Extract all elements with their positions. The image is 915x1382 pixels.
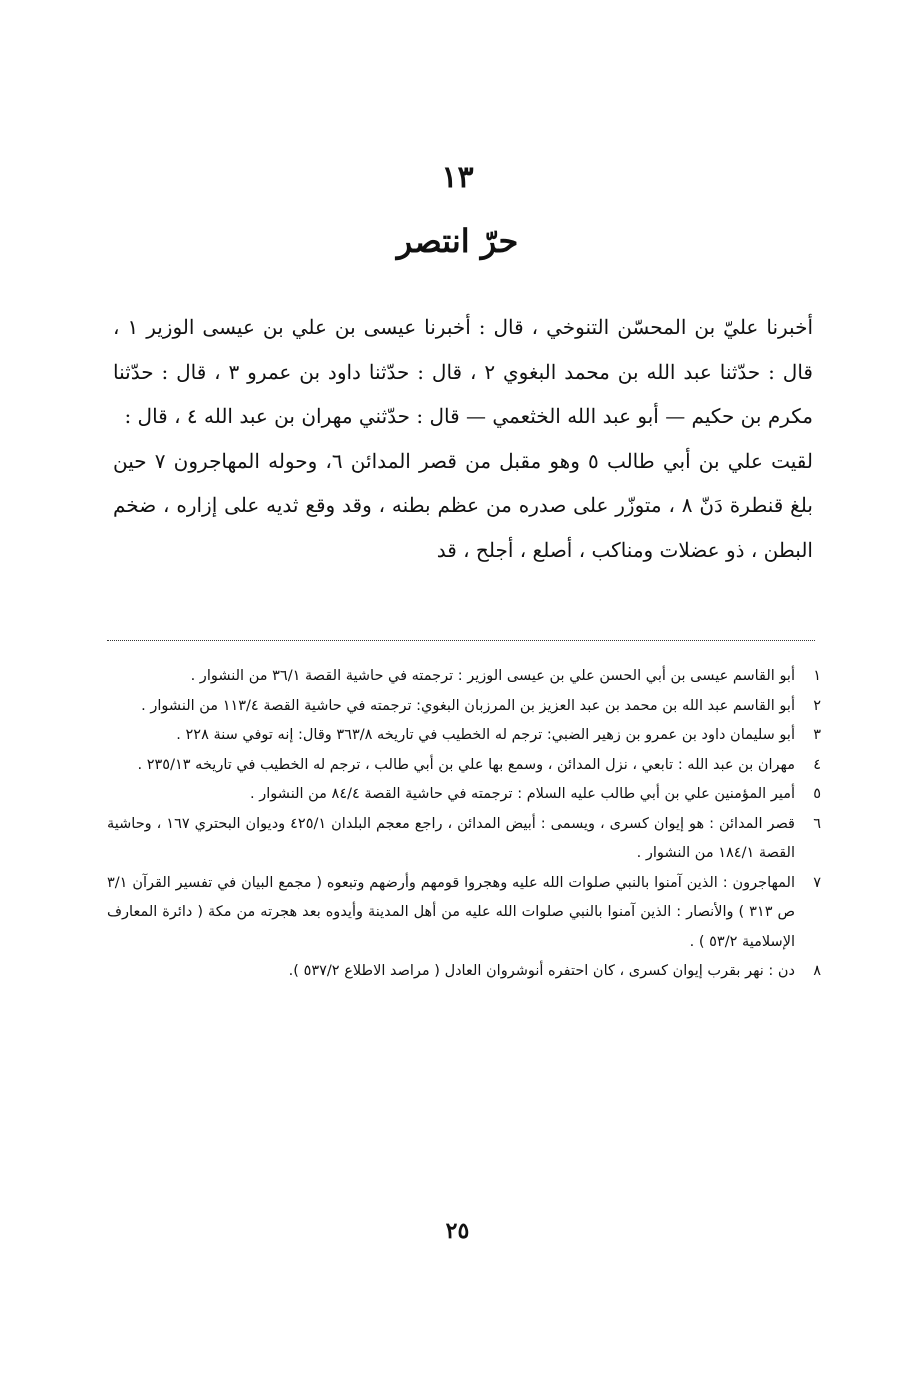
paragraph-1: أخبرنا عليّ بن المحسّن التنوخي ، قال : أخبرنا عيسى بن علي بن عيسى الوزير ١ ، قال : حدّثنا عبد الله بن محمد البغوي ٢ ، قال : حدّثنا داود بن عمرو ٣ ، قال : حدّثنا مكرم بن حكيم — أبو عبد الله الخثعمي — قال : حدّثني مهران بن عبد الله ٤ ، قال : xyxy=(113,315,814,428)
footnote-number: ٨ xyxy=(813,963,821,979)
footnote-number: ٢ xyxy=(813,697,821,714)
footnote-text: المهاجرون : الذين آمنوا بالنبي صلوات الله عليه وهجروا قومهم وأرضهم وتبعوه ( مجمع البيان في تفسير القرآن ٣/١ ص ٣١٣ ) والأنصار : الذين آمنوا بالنبي صلوات الله عليه من أهل المدينة وأيدوه بعد هجرته من مكة ( دائرة المعارف الإسلامية ٥٣/٢ ) . xyxy=(107,874,796,950)
page-number: ٢٥ xyxy=(445,1218,470,1244)
footnote-divider xyxy=(107,640,815,641)
footnote-number: ٧ xyxy=(813,874,821,891)
footnote-1 xyxy=(107,662,821,692)
footnote-text: أبو القاسم عبد الله بن محمد بن عبد العزيز بن المرزبان البغوي: ترجمته في حاشية القصة ١١٣/٤ من النشوار . xyxy=(141,697,795,714)
footnote-number: ١ xyxy=(813,668,821,684)
main-text xyxy=(113,305,813,572)
chapter-title: حرّ انتصر xyxy=(396,222,519,260)
footnote-text: أبو سليمان داود بن عمرو بن زهير الضبي: ترجم له الخطيب في تاريخه ٣٦٣/٨ وقال: إنه توفي سنة ٢٢٨ . xyxy=(176,727,795,743)
footnote-5 xyxy=(107,780,821,810)
footnote-7 xyxy=(107,869,821,958)
footnote-6 xyxy=(107,810,821,869)
footnote-text: أمير المؤمنين علي بن أبي طالب عليه السلام : ترجمته في حاشية القصة ٨٤/٤ من النشوار . xyxy=(250,786,795,802)
footnote-text: قصر المدائن : هو إيوان كسرى ، ويسمى : أبيض المدائن ، راجع معجم البلدان ٤٢٥/١ وديوان البحتري ١٦٧ ، وحاشية القصة ١٨٤/١ من النشوار . xyxy=(107,815,795,861)
footnote-number: ٥ xyxy=(813,786,821,802)
footnote-number: ٦ xyxy=(813,815,821,832)
footnote-text: دن : نهر بقرب إيوان كسرى ، كان احتفره أنوشروان العادل ( مراصد الاطلاع ٥٣٧/٢ ). xyxy=(288,963,795,979)
footnotes xyxy=(107,662,821,987)
footnote-number: ٤ xyxy=(813,756,821,773)
chapter-number: ١٣ xyxy=(441,160,474,195)
footnote-8 xyxy=(107,957,821,987)
footnote-4 xyxy=(107,751,821,781)
footnote-text: أبو القاسم عيسى بن أبي الحسن علي بن عيسى الوزير : ترجمته في حاشية القصة ٣٦/١ من النشوار . xyxy=(190,668,795,684)
paragraph-2: لقيت علي بن أبي طالب ٥ وهو مقبل من قصر المدائن ٦، وحوله المهاجرون ٧ حين بلغ قنطرة دَنّ ٨ ، متوزّر على صدره من عظم بطنه ، وقد وقع ثديه على إزاره ، ضخم البطن ، ذو عضلات ومناكب ، أصلع ، أجلح ، قد xyxy=(113,448,813,562)
footnote-3 xyxy=(107,721,821,751)
footnote-number: ٣ xyxy=(813,727,821,743)
footnote-text: مهران بن عبد الله : تابعي ، نزل المدائن ، وسمع بها علي بن أبي طالب ، ترجم له الخطيب في تاريخه ٢٣٥/١٣ . xyxy=(137,756,795,773)
footnote-2 xyxy=(107,692,821,722)
